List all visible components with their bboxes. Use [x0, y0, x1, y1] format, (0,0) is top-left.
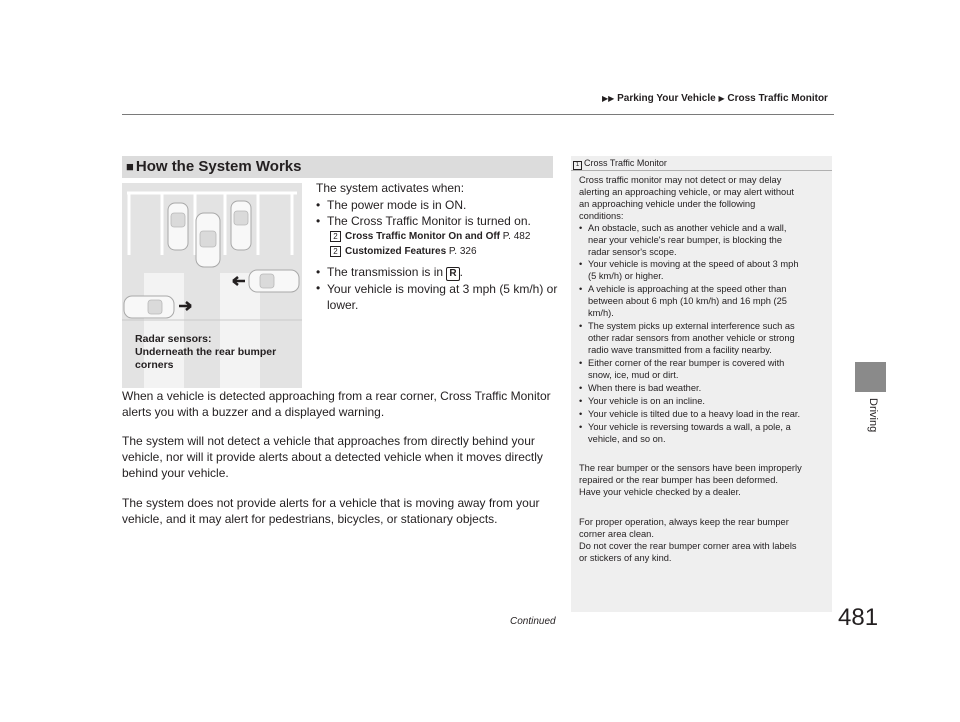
note-line: near your vehicle's rear bumper, is blocking the	[588, 235, 783, 245]
figure-caption-line: corners	[135, 359, 174, 371]
bullet-text: Your vehicle is moving at 3 mph (5 km/h) or	[327, 282, 558, 296]
paragraph-line: vehicle, and it may alert for pedestrians, bicycles, or stationary objects.	[122, 512, 498, 526]
section-square-icon: ■	[126, 159, 134, 174]
continued-label: Continued	[510, 616, 556, 627]
note-line: km/h).	[588, 308, 614, 318]
note-line: Cross traffic monitor may not detect or may delay	[579, 175, 782, 185]
side-note-heading-text: Cross Traffic Monitor	[584, 158, 667, 168]
chapter-tab[interactable]	[855, 362, 886, 392]
note-line: Your vehicle is reversing towards a wall, a pole, a	[588, 422, 791, 432]
note-bullet	[579, 382, 701, 394]
note-line: A vehicle is approaching at the speed other than	[588, 284, 787, 294]
paragraph-line: vehicle, nor will it provide alerts about a detected vehicle when it moves directly	[122, 450, 543, 464]
note-line: radar sensor's scope.	[588, 247, 677, 257]
paragraph-line: behind your vehicle.	[122, 466, 229, 480]
paragraph-line: When a vehicle is detected approaching from a rear corner, Cross Traffic Monitor	[122, 389, 551, 403]
note-line: An obstacle, such as another vehicle and a wall,	[588, 223, 787, 233]
note-line: or stickers of any kind.	[579, 553, 672, 563]
breadcrumb-part2[interactable]: Cross Traffic Monitor	[727, 93, 828, 104]
note-line: conditions:	[579, 211, 624, 221]
side-note-divider	[571, 170, 832, 171]
note-bullet	[579, 408, 800, 420]
bullet-icon: •	[579, 409, 583, 419]
note-line: For proper operation, always keep the rear bumper	[579, 517, 789, 527]
note-bullet	[579, 283, 787, 319]
chapter-tab-label: Driving	[867, 398, 879, 433]
note-line: repaired or the rear bumper has been deformed.	[579, 475, 778, 485]
bullet-icon: •	[579, 259, 583, 269]
note-line: The system picks up external interference such as	[588, 321, 795, 331]
bullet-icon: •	[579, 358, 583, 368]
paragraph-line: The system does not provide alerts for a vehicle that is moving away from your	[122, 496, 540, 510]
note-line: Either corner of the rear bumper is covered with	[588, 358, 785, 368]
note-bullet	[579, 421, 791, 445]
note-paragraph-operation	[579, 516, 797, 564]
gear-r-icon: R	[446, 267, 459, 281]
note-line: (5 km/h) or higher.	[588, 271, 664, 281]
cross-reference-link[interactable]	[330, 246, 477, 257]
bullet-icon: •	[579, 422, 583, 432]
reference-title[interactable]: Cross Traffic Monitor On and Off	[345, 231, 501, 243]
activation-bullet	[316, 214, 556, 230]
breadcrumb-part1[interactable]: Parking Your Vehicle	[617, 93, 716, 104]
paragraph-line: The system will not detect a vehicle that approaches from directly behind your	[122, 434, 535, 448]
figure-caption	[135, 333, 276, 372]
breadcrumb-arrow-icon: ▶▶	[602, 94, 615, 103]
bullet-icon: •	[316, 214, 321, 228]
note-bullet	[579, 357, 784, 381]
note-bullet	[579, 395, 705, 407]
bullet-text: The Cross Traffic Monitor is turned on.	[327, 214, 531, 228]
note-line: Your vehicle is tilted due to a heavy load in the rear.	[588, 409, 801, 419]
activation-bullet	[316, 281, 556, 315]
paragraph-line: alerts you with a buzzer and a displayed warning.	[122, 405, 385, 419]
bullet-icon: •	[579, 396, 583, 406]
reference-title[interactable]: Customized Features	[345, 246, 447, 258]
note-line: corner area clean.	[579, 529, 654, 539]
side-note-heading	[573, 158, 667, 170]
paragraph-detection-limit	[122, 433, 562, 481]
note-paragraph-repair	[579, 462, 802, 498]
reference-arrow-icon: 2	[330, 231, 341, 242]
bullet-icon: •	[316, 265, 321, 279]
note-line: other radar sensors from another vehicle or strong	[588, 333, 795, 343]
note-line: Your vehicle is moving at the speed of about 3 mph	[588, 259, 799, 269]
bullet-text-group: The transmission is in R .	[327, 265, 463, 279]
note-line: between about 6 mph (10 km/h) and 16 mph (25	[588, 296, 787, 306]
figure-caption-line: Radar sensors:	[135, 333, 212, 345]
bullet-text: The power mode is in ON.	[327, 198, 467, 212]
activation-intro: The system activates when:	[316, 181, 465, 195]
activation-bullet	[316, 198, 556, 214]
note-line: vehicle, and so on.	[588, 434, 666, 444]
figure-caption-line: Underneath the rear bumper	[135, 346, 277, 358]
reference-arrow-icon: 2	[330, 246, 341, 257]
note-marker-icon: 1	[573, 161, 582, 170]
note-bullet	[579, 320, 795, 356]
section-title-text: How the System Works	[135, 158, 302, 175]
bullet-text: The transmission is in	[327, 265, 444, 279]
bullet-icon: •	[579, 383, 583, 393]
breadcrumb-arrow-icon: ▶	[718, 94, 725, 103]
cross-reference-link[interactable]	[330, 231, 530, 242]
reference-page: P. 482	[502, 231, 531, 243]
note-intro	[579, 174, 794, 222]
note-line: snow, ice, mud or dirt.	[588, 370, 679, 380]
section-title	[126, 158, 301, 175]
note-line: Have your vehicle checked by a dealer.	[579, 487, 741, 497]
note-line: When there is bad weather.	[588, 383, 702, 393]
note-line: The rear bumper or the sensors have been improperly	[579, 463, 802, 473]
bullet-icon: •	[579, 284, 583, 294]
page-number: 481	[838, 604, 879, 631]
note-line: Your vehicle is on an incline.	[588, 396, 705, 406]
bullet-icon: •	[579, 223, 583, 233]
breadcrumb	[602, 93, 828, 104]
bullet-icon: •	[316, 198, 321, 212]
note-line: an approaching vehicle under the following	[579, 199, 756, 209]
paragraph-no-alert	[122, 495, 562, 527]
bullet-text: lower.	[327, 298, 359, 312]
note-line: alerting an approaching vehicle, or may alert without	[579, 187, 794, 197]
bullet-icon: •	[579, 321, 583, 331]
bullet-text-group	[327, 281, 557, 313]
bullet-icon: •	[316, 281, 321, 295]
note-line: radio wave transmitted from a facility nearby.	[588, 345, 772, 355]
activation-bullet	[316, 265, 556, 281]
paragraph-detection-alert	[122, 388, 562, 420]
note-bullet	[579, 258, 799, 282]
reference-page: P. 326	[448, 246, 477, 258]
note-bullet	[579, 222, 786, 258]
note-line: Do not cover the rear bumper corner area with labels	[579, 541, 797, 551]
header-divider	[122, 114, 834, 115]
